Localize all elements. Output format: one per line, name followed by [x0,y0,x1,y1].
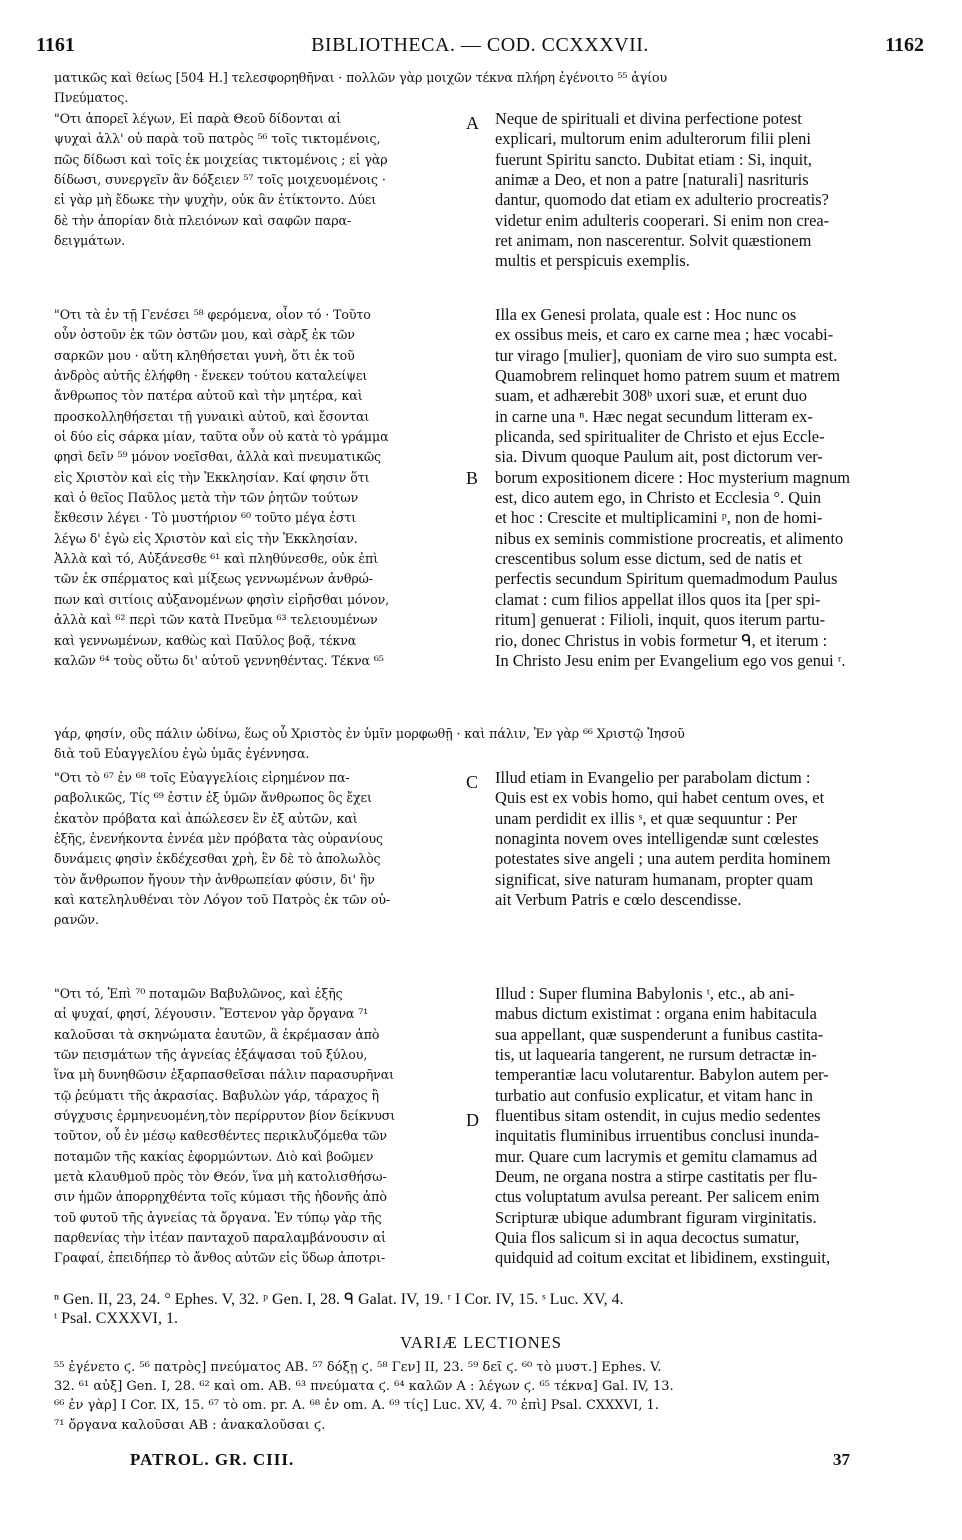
variae-lectiones-heading: VARIÆ LECTIONES [400,1333,562,1352]
text-line: In Christo Jesu enim per Evangelium ego vos genui ʳ. [495,650,846,670]
text-line: τῷ ῥεύματι τῆς ἀκρασίας. Βαβυλὼν γάρ, τάραχος ἢ [54,1087,379,1103]
text-line: clamat : cum filios appellat illos quos ita [per spi- [495,589,821,609]
text-line: ραβολικῶς, Τίς ⁶⁹ ἐστιν ἐξ ὑμῶν ἄνθρωπος ὃς ἔχει [54,790,372,806]
text-line: καὶ γεννωμένων, καθὼς καὶ Παῦλος βοᾷ, τέκνα [54,632,357,648]
text-line: dantur, quomodo dat etiam ex adulterio procreatis? [495,190,829,210]
text-line: ctus voluptatum avulsa pereant. Per salicem enim [495,1187,820,1207]
text-line: παρθενίας τὴν ἰτέαν πανταχοῦ παραλαμβάνουσιν αἱ [54,1230,386,1246]
page-header [36,34,924,64]
text-line: tur virago [mulier], quoniam de viro suo sumpta est. [495,345,838,365]
text-line: Quis est ex vobis homo, qui habet centum oves, et [495,788,825,808]
text-line: Quia flos salicum si in aqua decoctus sumatur, [495,1228,800,1248]
text-line: ἑκατὸν πρόβατα καὶ ἀπώλεσεν ἓν ἐξ αὐτῶν, καὶ [54,810,358,826]
latin-paragraph-4 [495,984,927,1269]
text-line: ἑξῆς, ἐνενήκοντα ἐννέα μὲν πρόβατα τὰς οὐρανίους [54,831,384,847]
text-line: καλῶν ⁶⁴ τοὺς οὕτω δι' αὐτοῦ γεννηθέντας. Τέκνα ⁶⁵ [54,652,384,668]
text-line: suam, et adhærebit 308ᵇ uxori suæ, et erunt duo [495,386,807,406]
latin-paragraph-1 [495,109,927,272]
text-line: σαρκῶν μου · αὕτη κληθήσεται γυνὴ, ὅτι ἐκ τοῦ [54,347,355,363]
text-line: τῶν πεισμάτων τῆς ἁγνείας ἐξάψασαι τοῦ ξύλου, [54,1047,368,1063]
text-line: explicari, multorum enim adulterorum filii pleni [495,129,811,149]
text-line: fluentibus sitam ostendit, in cujus medio sedentes [495,1106,821,1126]
text-line: Neque de spirituali et divina perfectione potest [495,109,802,128]
text-line: Ἀλλὰ καὶ τό, Αὐξάνεσθε ⁶¹ καὶ πληθύνεσθε, οὐκ ἐπὶ [54,551,379,567]
margin-marker-b: B [466,468,479,488]
text-line: δειγμάτων. [54,233,126,249]
text-line: προσκολληθήσεται τῇ γυναικὶ αὐτοῦ, καὶ ἔσονται [54,408,370,424]
text-line: quidquid ad coitum excitat et libidinem, exstinguit, [495,1248,831,1268]
text-line: Illa ex Genesi prolata, quale est : Hoc nunc os [495,305,797,324]
variant-line: ⁷¹ ὄργανα καλοῦσαι AB : ἀνακαλοῦσαι ϛ. [54,1417,326,1433]
latin-paragraph-3 [495,768,927,910]
text-line: multis et perspicuis exemplis. [495,251,690,271]
text-line: fuerunt Spiritu sancto. Dubitat etiam : Si, inquit, [495,149,812,169]
text-line: ἔκθεσιν λέγει · Τὸ μυστήριον ⁶⁰ τοῦτο μέγα ἐστι [54,510,357,526]
margin-marker-c: C [466,772,479,792]
text-line: σιν ἡμῶν ἀπορρηχθέντα τοῖς κύμασι τῆς ἡδονῆς ἀπὸ [54,1189,387,1205]
text-line: temperantiæ lacu volutarentur. Babylon autem per- [495,1065,829,1085]
text-line: rio, donec Christus in vobis formetur ᑫ, et iterum : [495,630,828,650]
column-number-left: 1161 [36,34,75,56]
bridge-text [54,724,924,765]
text-line: Scripturæ ubique adumbrant figuram virginitatis. [495,1207,817,1227]
text-line: videtur enim adulteris cooperari. Si enim non crea- [495,210,830,230]
text-line: ret animam, non nascerentur. Solvit quæstionem [495,231,812,251]
opening-text [54,68,924,109]
text-line: οὖν ὀστοῦν ἐκ τῶν ὀστῶν μου, καὶ σὰρξ ἐκ τῶν [54,327,355,343]
text-line: Illud : Super flumina Babylonis ᵗ, etc., ab ani- [495,984,795,1003]
text-line: potestates sive angeli ; una autem perdita hominem [495,849,831,869]
text-line: δίδωσι, συνεργεῖν ἂν δόξειεν ⁵⁷ τοῖς μοιχευομένοις · [54,172,386,188]
text-line: ψυχαὶ ἀλλ' οὐ παρὰ τοῦ πατρὸς ⁵⁶ τοῖς τικτομένοις, [54,131,381,147]
text-line: sua appellant, quæ suspenderunt a funibus castita- [495,1024,824,1044]
latin-paragraph-2 [495,305,927,671]
margin-marker-d: D [466,1110,479,1130]
text-line: ποταμῶν τῆς κακίας ἐφορμώντων. Διὸ καὶ βοῶμεν [54,1148,374,1164]
text-line: καὶ κατεληλυθέναι τὸν Λόγον τοῦ Πατρὸς ἐκ τῶν οὐ- [54,892,391,908]
text-line: σύγχυσις ἑρμηνευομένη,τὸν περίρρυτον βίον δείκνυσι [54,1108,396,1124]
text-line: ἀλλὰ καὶ ⁶² περὶ τῶν κατὰ Πνεῦμα ⁶³ τελειουμένων [54,612,378,628]
text-line: Γραφαί, ἐπειδήπερ τὸ ἄνθος αὐτῶν εἰς ὕδωρ ἀποτρι- [54,1250,386,1266]
text-line: ἵνα μὴ δυνηθῶσιν ἐξαρπασθεῖσαι πάλιν παρασυρῆναι [54,1067,394,1083]
text-line: ματικῶς καὶ θείως [504 H.] τελεσφορηθῆναι · πολλῶν γὰρ μοιχῶν τέκνα πλήρη ἐγένοιτο ⁵⁵ ἁγίου [54,70,667,85]
text-line: est, dico autem ego, in Christo et Ecclesia °. Quin [495,488,822,508]
text-line: mabus dictum existimat : organa enim habitacula [495,1004,817,1024]
text-line: Πνεύματος. [54,90,129,106]
text-line: πων καὶ σιτίοις αὐξανομένων φησὶν εἰρῆσθαι μόνον, [54,591,390,607]
greek-paragraph-1 [54,109,474,251]
text-line: sia. Divum quoque Paulum ait, post dictorum ver- [495,447,823,467]
text-line: nonaginta novem oves intelligendæ sunt cœlestes [495,829,819,849]
variae-lectiones [54,1358,934,1435]
text-line: καλοῦσαι τὰ σκηνώματα ἑαυτῶν, ἃ ἐκρέμασαν ἀπὸ [54,1026,380,1042]
text-line: οἱ δύο εἰς σάρκα μίαν, ταῦτα οὖν οὐ κατὰ τὸ γράμμα [54,429,389,445]
text-line: nibus ex seminis commistione procreatis, et alimento [495,528,844,548]
running-title: BIBLIOTHECA. — COD. CCXXXVII. [311,34,649,56]
text-line: εἰ γὰρ μὴ ἔδωκε τὴν ψυχὴν, οὐκ ἂν ἐτίκτοντο. Δύει [54,192,377,208]
text-line: ἄνθρωπος τὸν πατέρα αὐτοῦ καὶ τὴν μητέρα, καὶ [54,388,363,404]
text-line: inquitatis fluminibus irruentibus conclusi inunda- [495,1126,820,1146]
text-line: "Οτι τὰ ἐν τῇ Γενέσει ⁵⁸ φερόμενα, οἷον τό · Τοῦτο [54,307,371,322]
text-line: crescentibus solum esse dictum, sed de natis et [495,549,802,569]
text-line: γάρ, φησίν, οὓς πάλιν ὠδίνω, ἕως οὗ Χριστὸς ἐν ὑμῖν μορφωθῇ · καὶ πάλιν, Ἐν γὰρ ⁶⁶ Χριστῷ Ἰησοῦ [54,726,685,741]
greek-paragraph-3 [54,768,474,931]
text-line: μετὰ κλαυθμοῦ πρὸς τὸν Θεόν, ἵνα μὴ κατολισθήσω- [54,1169,387,1185]
text-line: ex ossibus meis, et caro ex carne mea ; hæc vocabi- [495,325,834,345]
text-line: plicanda, sed spiritualiter de Christo et ejus Eccle- [495,427,825,447]
text-line: animæ a Deo, et non a patre [naturali] nasrituris [495,170,809,190]
text-line: perfectis secundum Spiritum quemadmodum Paulus [495,569,838,589]
greek-paragraph-2 [54,305,474,671]
text-line: πῶς δίδωσι καὶ τοῖς ἐκ μοιχείας τικτομένοις ; εἰ γὰρ [54,151,388,167]
text-line: τῶν ἐκ σπέρματος καὶ μίξεως γεννωμένων ἀνθρώ- [54,571,373,587]
text-line: mur. Quare cum lacrymis et gemitu clamamus ad [495,1146,818,1166]
text-line: διὰ τοῦ Εὐαγγελίου ἐγὼ ὑμᾶς ἐγέννησα. [54,746,310,762]
margin-marker-a: A [466,113,479,133]
text-line: δὲ τὴν ἀπορίαν διὰ πλειόνων καὶ σαφῶν παρα- [54,212,352,228]
text-line: Deum, ne organa nostra a stirpe castitatis per flu- [495,1167,818,1187]
text-line: "Οτι ἀπορεῖ λέγων, Εἰ παρὰ Θεοῦ δίδονται αἱ [54,111,342,126]
greek-paragraph-4 [54,984,474,1269]
text-line: ρανῶν. [54,912,99,928]
series-volume: PATROL. GR. CIII. [130,1450,295,1469]
footnote-line: ⁿ Gen. II, 23, 24. ° Ephes. V, 32. ᵖ Gen. I, 28. ᑫ Galat. IV, 19. ʳ I Cor. IV, 15. ˢ Luc. XV, 4. [54,1291,624,1308]
text-line: ritum] genuerat : Filioli, inquit, quos iterum partu- [495,610,826,630]
text-line: ἀνδρὸς αὐτῆς ἐλήφθη · ἕνεκεν τούτου καταλείψει [54,368,368,384]
text-line: turbatio aut confusio explicatur, et vitam hanc in [495,1085,813,1105]
text-line: "Οτι τό, Ἐπὶ ⁷⁰ ποταμῶν Βαβυλῶνος, καὶ ἑξῆς [54,986,343,1001]
variant-line: ⁶⁶ ἐν γὰρ] I Cor. IX, 15. ⁶⁷ τὸ om. pr. A. ⁶⁸ ἐν om. A. ⁶⁹ τίς] Luc. XV, 4. ⁷⁰ ἐπὶ] Psal. CXXXVI, 1. [54,1398,659,1414]
variant-line: ⁵⁵ ἐγένετο ϛ. ⁵⁶ πατρὸς] πνεύματος AB. ⁵⁷ δόξῃ ϛ. ⁵⁸ Γεν] II, 23. ⁵⁹ δεῖ ϛ. ⁶⁰ τὸ μυστ.] Ephes. V. [54,1360,662,1375]
text-line: εἰς Χριστὸν καὶ εἰς τὴν Ἐκκλησίαν. Καί φησιν ὅτι [54,469,370,485]
text-line: borum expositionem dicere : Hoc mysterium magnum [495,467,851,487]
column-number-right: 1162 [885,34,924,56]
signature-number: 37 [833,1450,850,1469]
text-line: "Οτι τὸ ⁶⁷ ἐν ⁶⁸ τοῖς Εὐαγγελίοις εἰρημένον πα- [54,770,350,785]
text-line: αἱ ψυχαί, φησί, λέγουσιν. Ἔστενον γὰρ ὄργανα ⁷¹ [54,1006,369,1022]
text-line: λέγω δ' ἐγὼ εἰς Χριστὸν καὶ εἰς τὴν Ἐκκλησίαν. [54,530,358,546]
variant-line: 32. ⁶¹ αὐξ] Gen. I, 28. ⁶² καὶ om. AB. ⁶³ πνεύματα ϛ. ⁶⁴ καλῶν A : λέγων ϛ. ⁶⁵ τέκνα] Gal. IV, 13. [54,1379,674,1395]
text-line: unam perdidit ex illis ˢ, et quæ sequuntur : Per [495,808,798,828]
text-line: τὸν ἄνθρωπον ἤγουν τὴν ἀνθρωπείαν φύσιν, δι' ἣν [54,871,375,887]
footnote-line: ᵗ Psal. CXXXVI, 1. [54,1310,178,1327]
text-line: et hoc : Crescite et multiplicamini ᵖ, non de homi- [495,508,823,528]
text-line: in carne una ⁿ. Hæc negat secundum litteram ex- [495,406,813,426]
footnotes [54,1290,930,1328]
text-line: φησὶ δεῖν ⁵⁹ μόνον νοεῖσθαι, ἀλλὰ καὶ πνευματικῶς [54,449,381,465]
text-line: significat, sive naturam humanam, propter quam [495,869,814,889]
text-line: Quamobrem relinquet homo patrem suum et matrem [495,366,841,386]
text-line: τοῦτον, οὗ ἐν μέσῳ καθεσθέντες περικλυζόμεθα τῶν [54,1128,387,1144]
text-line: τοῦ φυτοῦ τῆς ἁγνείας τὰ ὄργανα. Ἐν τύπῳ γὰρ τῆς [54,1209,382,1225]
text-line: καὶ ὁ θεῖος Παῦλος μετὰ τὴν τῶν ῥητῶν τούτων [54,490,359,506]
text-line: ait Verbum Patris e cœlo descendisse. [495,890,742,910]
text-line: Illud etiam in Evangelio per parabolam dictum : [495,768,811,787]
text-line: tis, ut laquearia tangerent, ne rursum detractæ in- [495,1045,817,1065]
text-line: δυνάμεις φησὶν ἐκδέχεσθαι χρὴ, ἓν δὲ τὸ ἀπολωλὸς [54,851,381,867]
